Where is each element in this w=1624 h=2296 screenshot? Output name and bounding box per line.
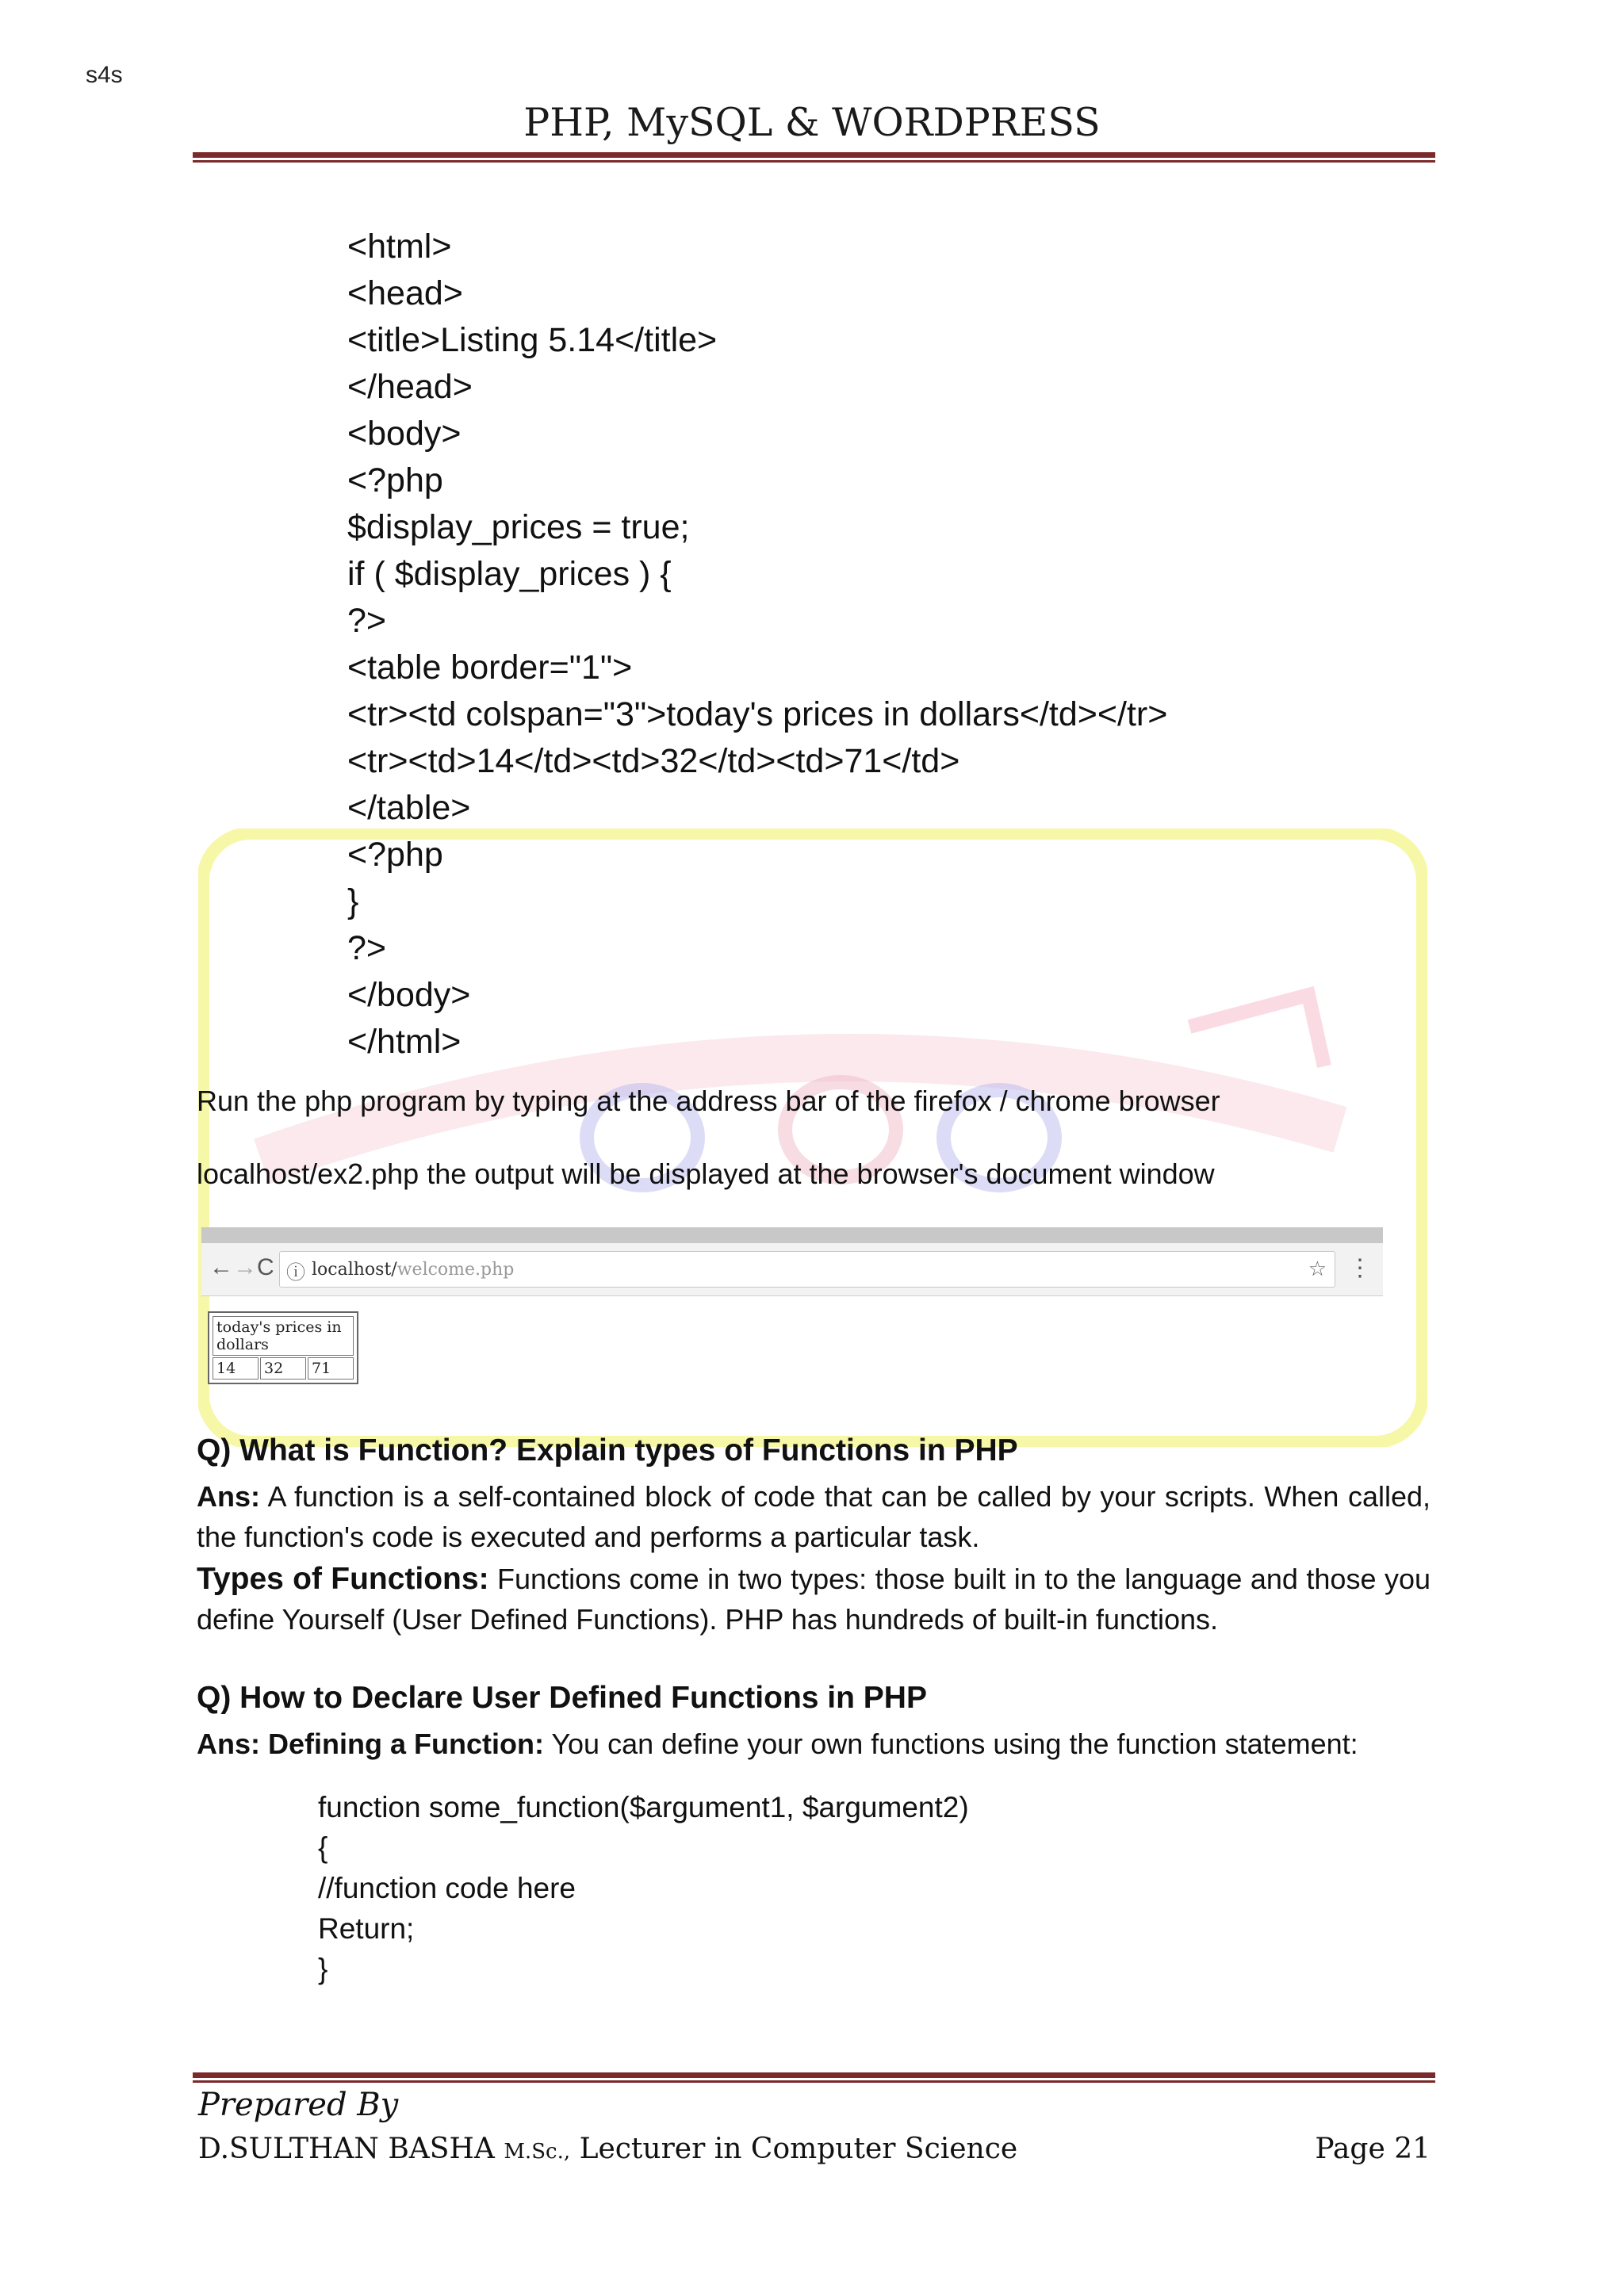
code-line: <title>Listing 5.14</title> xyxy=(347,321,718,359)
address-bar xyxy=(279,1251,1335,1288)
code-line: } xyxy=(347,882,359,920)
table-cell: 14 xyxy=(213,1357,259,1380)
bookmark-star-icon: ☆ xyxy=(1308,1257,1327,1280)
page-number: Page 21 xyxy=(1315,2133,1431,2165)
code-line: if ( $display_prices ) { xyxy=(347,555,672,593)
code-line: $display_prices = true; xyxy=(347,508,690,546)
answer-text: You can define your own functions using the function statement: xyxy=(551,1728,1358,1760)
code-line: { xyxy=(318,1831,328,1864)
code-line: </body> xyxy=(347,976,471,1014)
output-price-table xyxy=(208,1311,358,1384)
code-line: <head> xyxy=(347,274,463,312)
code-line: <table border="1"> xyxy=(347,649,633,687)
code-line: <tr><td colspan="3">today's prices in dollars</td></tr> xyxy=(347,695,1168,733)
code-line: //function code here xyxy=(318,1872,576,1904)
browser-output-screenshot xyxy=(201,1227,1383,1386)
prepared-by: Prepared By xyxy=(198,2087,399,2123)
code-line: </html> xyxy=(347,1023,462,1061)
question-heading-2: Q) How to Declare User Defined Functions in PHP xyxy=(197,1681,927,1715)
answer-2 xyxy=(197,1724,1431,1764)
code-line: ?> xyxy=(347,929,387,967)
address-url: localhost/welcome.php xyxy=(312,1260,515,1280)
question-heading-1: Q) What is Function? Explain types of Functions in PHP xyxy=(197,1433,1018,1468)
header-rule xyxy=(193,152,1435,163)
page-header-title: PHP, MySQL & WORDPRESS xyxy=(523,100,1101,145)
code-line: <?php xyxy=(347,836,443,874)
code-line: <html> xyxy=(347,228,452,266)
back-arrow-icon: ← xyxy=(209,1254,233,1280)
author-credit xyxy=(198,2133,1017,2165)
answer-label: Ans: Defining a Function: xyxy=(197,1728,544,1760)
code-line: ?> xyxy=(347,602,387,640)
types-text: Functions come in two types: those built in to the language and those you define Yourself (User Defined Functions). PHP has hundreds of built-in functions. xyxy=(197,1563,1431,1636)
code-line: function some_function($argument1, $argument2) xyxy=(318,1791,969,1823)
answer-label: Ans: xyxy=(197,1480,260,1513)
footer-rule xyxy=(193,2072,1435,2084)
code-line: <body> xyxy=(347,415,462,453)
table-cell: 71 xyxy=(308,1357,354,1380)
author-role: Lecturer in Computer Science xyxy=(579,2133,1018,2165)
answer-text: A function is a self-contained block of code that can be called by your scripts. When called, the function's code is executed and performs a particular task. xyxy=(197,1480,1431,1553)
author-name: D.SULTHAN BASHA xyxy=(198,2133,495,2165)
browser-tab-strip xyxy=(201,1227,1383,1244)
menu-kebab-icon: ⋮ xyxy=(1348,1255,1372,1281)
code-line: Return; xyxy=(318,1912,415,1945)
info-icon: ⓘ xyxy=(286,1262,305,1284)
forward-arrow-icon: → xyxy=(233,1254,257,1280)
code-line: <?php xyxy=(347,461,443,499)
php-code-listing xyxy=(347,224,1167,1066)
code-line: </head> xyxy=(347,368,473,406)
code-line: <tr><td>14</td><td>32</td><td>71</td> xyxy=(347,742,960,780)
run-instructions-line2: localhost/ex2.php the output will be displayed at the browser's document window xyxy=(197,1158,1215,1190)
code-line: } xyxy=(318,1953,328,1985)
table-cell: 32 xyxy=(260,1357,306,1380)
types-of-functions xyxy=(197,1559,1431,1640)
corner-tag: s4s xyxy=(86,62,123,88)
types-label: Types of Functions: xyxy=(197,1562,489,1596)
author-degree: M.Sc., xyxy=(504,2140,571,2164)
table-header-cell: today's prices in dollars xyxy=(213,1316,354,1356)
reload-icon: C xyxy=(257,1254,274,1280)
code-line: </table> xyxy=(347,789,471,827)
run-instructions-line1: Run the php program by typing at the address bar of the firefox / chrome browser xyxy=(197,1085,1220,1117)
answer-1 xyxy=(197,1476,1431,1557)
browser-toolbar xyxy=(201,1243,1383,1296)
function-code-block xyxy=(318,1787,969,1989)
